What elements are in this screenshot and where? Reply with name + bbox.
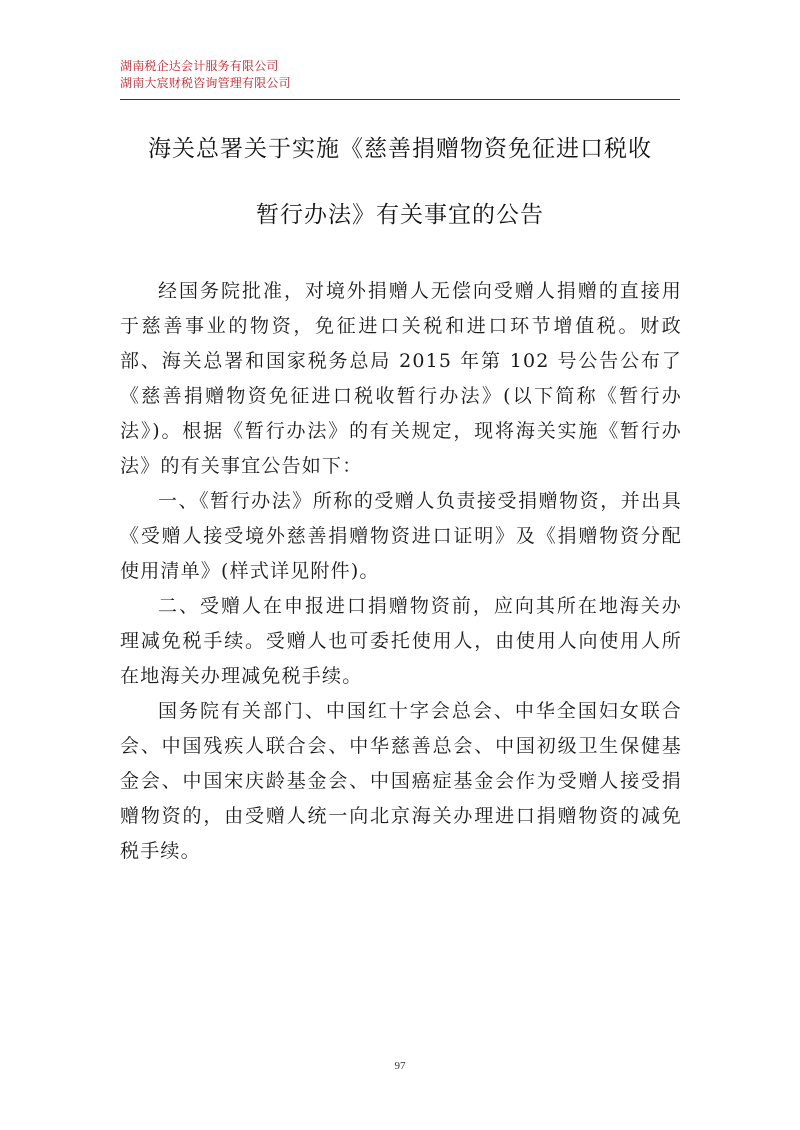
paragraph-item-2: 二、受赠人在申报进口捐赠物资前，应向其所在地海关办理减免税手续。受赠人也可委托使用人，由使用人向使用人所在地海关办理减免税手续。 — [120, 595, 682, 687]
header-divider — [120, 99, 680, 100]
company-name-primary: 湖南税企达会计服务有限公司 — [120, 59, 279, 73]
paragraph-recipients: 国务院有关部门、中国红十字会总会、中华全国妇女联合会、中国残疾人联合会、中华慈善总会、中国初级卫生保健基金会、中国宋庆龄基金会、中国癌症基金会作为受赠人接受捐赠物资的，由受赠人统一向北京海关办理进口捐赠物资的减免税手续。 — [120, 700, 682, 862]
document-body — [120, 274, 682, 869]
paragraph-item-1: 一、《暂行办法》所称的受赠人负责接受捐赠物资，并出具《受赠人接受境外慈善捐赠物资进口证明》及《捐赠物资分配使用清单》(样式详见附件)。 — [120, 490, 682, 582]
page-number: 97 — [394, 1060, 406, 1072]
letterhead — [120, 58, 680, 92]
document-title-line-1: 海关总署关于实施《慈善捐赠物资免征进口税收 — [148, 136, 652, 162]
document-title-line-2: 暂行办法》有关事宜的公告 — [256, 202, 544, 228]
company-name-secondary: 湖南大宸财税咨询管理有限公司 — [120, 76, 291, 90]
paragraph-intro: 经国务院批准，对境外捐赠人无偿向受赠人捐赠的直接用于慈善事业的物资，免征进口关税和进口环节增值税。财政部、海关总署和国家税务总局 2015 年第 102 号公告公布了《慈善捐赠物资免征进口税收暂行办法》(以下简称《暂行办法》)。根据《暂行办法》的有关规定，现将海关实施《暂行办法》的有关事宜公告如下： — [120, 280, 682, 477]
